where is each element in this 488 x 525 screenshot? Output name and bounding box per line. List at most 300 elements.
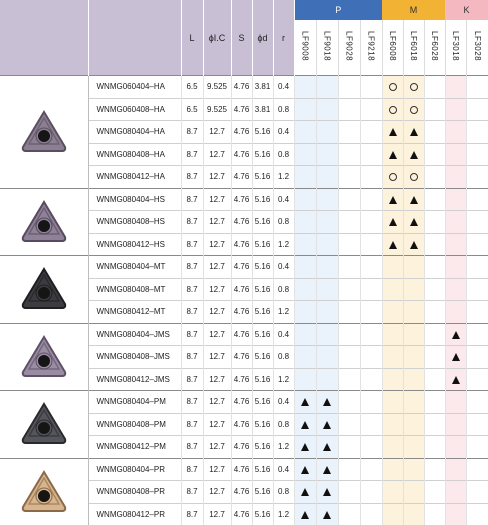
grade-cell [338,143,360,166]
grade-cell [382,143,403,166]
grade-cell [338,211,360,234]
dim-ic-cell: 12.7 [203,233,231,256]
trigon-insert-icon [19,266,69,312]
dim-r-cell: 1.2 [273,503,294,525]
grade-cell [316,121,338,144]
dim-r-cell: 1.2 [273,233,294,256]
grade-cell [466,413,488,436]
recommended-triangle-icon [389,196,397,204]
dim-l-cell: 8.7 [181,121,203,144]
recommended-triangle-icon [452,353,460,361]
grade-cell [360,413,382,436]
grade-cell [403,76,424,99]
dim-d-cell: 5.16 [252,301,273,324]
grade-cell [466,278,488,301]
grade-cell [403,301,424,324]
grade-cell [466,121,488,144]
grade-cell [424,76,445,99]
grade-cell [424,121,445,144]
model-cell: WNMG080404–PR [88,458,181,481]
grade-cell [338,76,360,99]
recommended-triangle-icon [410,196,418,204]
grade-cell [445,166,466,189]
grade-cell [466,166,488,189]
grade-cell [360,436,382,459]
recommended-triangle-icon [323,421,331,429]
grade-cell [294,143,316,166]
model-cell: WNMG080408–JMS [88,346,181,369]
dim-r-cell: 0.8 [273,98,294,121]
dim-s-cell: 4.76 [231,256,252,279]
grade-cell [466,188,488,211]
grade-cell [466,256,488,279]
grade-cell [466,323,488,346]
grade-cell [382,278,403,301]
dim-d-cell: 5.16 [252,233,273,256]
grade-cell [445,121,466,144]
available-circle-icon [389,173,397,181]
grade-cell [382,301,403,324]
dim-ic-cell: 12.7 [203,188,231,211]
grade-cell [338,301,360,324]
grade-cell [445,98,466,121]
dim-s-cell: 4.76 [231,278,252,301]
dim-r-cell: 1.2 [273,301,294,324]
dim-s-cell: 4.76 [231,391,252,414]
grade-cell [466,301,488,324]
dim-d-cell: 5.16 [252,166,273,189]
dim-d-cell: 5.16 [252,256,273,279]
grade-cell [424,233,445,256]
grade-cell [338,481,360,504]
recommended-triangle-icon [323,398,331,406]
grade-cell [403,143,424,166]
grade-cell [424,211,445,234]
available-circle-icon [410,106,418,114]
dim-ic-cell: 9.525 [203,98,231,121]
dim-s-cell: 4.76 [231,98,252,121]
recommended-triangle-icon [323,511,331,519]
dim-d-cell: 5.16 [252,143,273,166]
grade-cell [294,233,316,256]
dim-s-cell: 4.76 [231,211,252,234]
col-s-header: S [231,0,252,76]
grade-cell [294,121,316,144]
recommended-triangle-icon [301,466,309,474]
dim-s-cell: 4.76 [231,301,252,324]
grade-cell [360,233,382,256]
grade-cell [466,98,488,121]
dim-ic-cell: 12.7 [203,346,231,369]
grade-cell [316,278,338,301]
dim-d-cell: 5.16 [252,503,273,525]
grade-cell [360,391,382,414]
grade-cell [360,166,382,189]
dim-s-cell: 4.76 [231,503,252,525]
grade-cell [338,166,360,189]
recommended-triangle-icon [301,443,309,451]
grade-cell [316,211,338,234]
grade-cell [294,166,316,189]
available-circle-icon [410,83,418,91]
grade-cell [294,458,316,481]
grade-cell [316,76,338,99]
grade-cell [382,233,403,256]
model-cell: WNMG080412–MT [88,301,181,324]
grade-cell [403,346,424,369]
dim-s-cell: 4.76 [231,458,252,481]
model-cell: WNMG080408–MT [88,278,181,301]
model-cell: WNMG080412–HA [88,166,181,189]
model-cell: WNMG080408–PR [88,481,181,504]
dim-ic-cell: 12.7 [203,436,231,459]
recommended-triangle-icon [301,511,309,519]
grade-cell [424,323,445,346]
grade-header: LF3028 [466,20,488,76]
grade-cell [360,301,382,324]
grade-header: LF6028 [424,20,445,76]
dim-l-cell: 8.7 [181,188,203,211]
dim-ic-cell: 12.7 [203,391,231,414]
grade-cell [445,143,466,166]
grade-cell [294,98,316,121]
grade-cell [466,233,488,256]
grade-cell [424,166,445,189]
dim-s-cell: 4.76 [231,368,252,391]
grade-cell [403,323,424,346]
dim-l-cell: 8.7 [181,436,203,459]
grade-cell [316,256,338,279]
grade-cell [445,436,466,459]
grade-cell [316,98,338,121]
grade-cell [316,458,338,481]
grade-cell [338,121,360,144]
grade-header: LF9018 [316,20,338,76]
dim-d-cell: 5.16 [252,413,273,436]
grade-cell [445,503,466,525]
grade-cell [382,211,403,234]
grade-cell [338,436,360,459]
model-cell: WNMG060408–HA [88,98,181,121]
grade-cell [403,121,424,144]
grade-cell [424,143,445,166]
grade-cell [403,233,424,256]
grade-cell [382,346,403,369]
grade-cell [466,76,488,99]
available-circle-icon [389,106,397,114]
dim-l-cell: 8.7 [181,143,203,166]
grade-cell [445,368,466,391]
grade-cell [360,211,382,234]
grade-cell [466,368,488,391]
dim-l-cell: 8.7 [181,503,203,525]
grade-cell [424,458,445,481]
dim-l-cell: 8.7 [181,166,203,189]
grade-cell [466,211,488,234]
grade-cell [466,346,488,369]
grade-cell [403,256,424,279]
dim-s-cell: 4.76 [231,346,252,369]
table-row [0,458,488,481]
dim-s-cell: 4.76 [231,481,252,504]
dim-r-cell: 0.8 [273,413,294,436]
recommended-triangle-icon [301,488,309,496]
grade-cell [445,76,466,99]
trigon-insert-icon [19,109,69,155]
dim-s-cell: 4.76 [231,166,252,189]
grade-cell [316,233,338,256]
grade-cell [338,323,360,346]
grade-cell [316,503,338,525]
dim-r-cell: 0.4 [273,256,294,279]
recommended-triangle-icon [301,421,309,429]
grade-cell [294,346,316,369]
dim-l-cell: 8.7 [181,481,203,504]
dim-r-cell: 0.8 [273,481,294,504]
dim-r-cell: 1.2 [273,166,294,189]
dim-l-cell: 8.7 [181,301,203,324]
grade-cell [294,256,316,279]
grade-cell [403,458,424,481]
dim-d-cell: 5.16 [252,121,273,144]
grade-cell [403,436,424,459]
dim-ic-cell: 12.7 [203,278,231,301]
grade-cell [424,346,445,369]
grade-cell [294,188,316,211]
model-cell: WNMG080412–HS [88,233,181,256]
grade-header: LF9008 [294,20,316,76]
grade-cell [316,391,338,414]
grade-cell [294,301,316,324]
dim-l-cell: 6.5 [181,76,203,99]
grade-cell [294,481,316,504]
dim-d-cell: 5.16 [252,346,273,369]
grade-cell [294,436,316,459]
dim-d-cell: 5.16 [252,458,273,481]
dim-d-cell: 5.16 [252,278,273,301]
dim-l-cell: 8.7 [181,323,203,346]
grade-cell [382,368,403,391]
table-row [0,76,488,99]
grade-cell [403,368,424,391]
dim-d-cell: 5.16 [252,436,273,459]
dim-l-cell: 8.7 [181,391,203,414]
grade-cell [360,481,382,504]
dim-r-cell: 1.2 [273,436,294,459]
image-col-header [0,0,88,76]
trigon-insert-icon [19,469,69,515]
grade-cell [294,323,316,346]
grade-cell [424,481,445,504]
recommended-triangle-icon [323,443,331,451]
dim-d-cell: 3.81 [252,76,273,99]
grade-cell [338,458,360,481]
dim-r-cell: 0.4 [273,76,294,99]
dim-l-cell: 8.7 [181,256,203,279]
insert-table-body [0,76,488,525]
grade-cell [403,391,424,414]
col-d-header: ϕd [252,0,273,76]
grade-cell [445,301,466,324]
dim-s-cell: 4.76 [231,143,252,166]
dim-l-cell: 8.7 [181,413,203,436]
grade-cell [424,391,445,414]
grade-cell [360,503,382,525]
grade-cell [360,368,382,391]
col-L-header: L [181,0,203,76]
dim-r-cell: 0.4 [273,188,294,211]
model-cell: WNMG080404–HS [88,188,181,211]
grade-cell [316,323,338,346]
grade-cell [445,481,466,504]
grade-cell [382,481,403,504]
grade-cell [360,278,382,301]
grade-cell [338,503,360,525]
dim-r-cell: 1.2 [273,368,294,391]
dim-ic-cell: 12.7 [203,368,231,391]
grade-cell [403,413,424,436]
grade-cell [294,413,316,436]
grade-cell [445,458,466,481]
dim-s-cell: 4.76 [231,323,252,346]
recommended-triangle-icon [410,151,418,159]
grade-cell [382,391,403,414]
grade-cell [294,211,316,234]
dim-r-cell: 0.4 [273,391,294,414]
dim-r-cell: 0.8 [273,278,294,301]
dim-ic-cell: 12.7 [203,458,231,481]
dim-ic-cell: 12.7 [203,211,231,234]
grade-cell [403,98,424,121]
grade-cell [382,256,403,279]
grade-cell [294,278,316,301]
recommended-triangle-icon [389,218,397,226]
recommended-triangle-icon [410,218,418,226]
grade-cell [445,256,466,279]
dim-ic-cell: 12.7 [203,323,231,346]
table-row [0,256,488,279]
recommended-triangle-icon [323,488,331,496]
grade-cell [382,188,403,211]
grade-cell [360,323,382,346]
grade-cell [338,413,360,436]
grade-cell [424,278,445,301]
table-row [0,391,488,414]
grade-cell [316,301,338,324]
grade-cell [338,346,360,369]
recommended-triangle-icon [452,376,460,384]
dim-s-cell: 4.76 [231,436,252,459]
col-ic-header: ϕI.C [203,0,231,76]
grade-cell [424,436,445,459]
grade-cell [445,413,466,436]
grade-cell [445,323,466,346]
group-k-header: K [445,0,488,20]
dim-d-cell: 5.16 [252,211,273,234]
grade-cell [382,166,403,189]
grade-cell [316,188,338,211]
model-cell: WNMG080404–HA [88,121,181,144]
grade-cell [382,503,403,525]
grade-header: LF9218 [360,20,382,76]
dim-s-cell: 4.76 [231,121,252,144]
grade-cell [403,481,424,504]
grade-cell [316,346,338,369]
grade-cell [316,436,338,459]
model-cell: WNMG080412–PR [88,503,181,525]
available-circle-icon [389,83,397,91]
grade-cell [424,503,445,525]
table-row [0,188,488,211]
model-cell: WNMG080408–HS [88,211,181,234]
grade-cell [445,278,466,301]
grade-cell [445,211,466,234]
grade-cell [445,188,466,211]
dim-l-cell: 8.7 [181,211,203,234]
grade-cell [338,368,360,391]
dim-r-cell: 0.4 [273,458,294,481]
grade-cell [382,458,403,481]
recommended-triangle-icon [410,128,418,136]
insert-image [0,188,88,256]
grade-cell [466,481,488,504]
grade-cell [466,143,488,166]
grade-cell [360,98,382,121]
dim-d-cell: 5.16 [252,368,273,391]
recommended-triangle-icon [301,398,309,406]
insert-image [0,256,88,324]
grade-cell [382,436,403,459]
col-r-header: r [273,0,294,76]
trigon-insert-icon [19,401,69,447]
recommended-triangle-icon [410,241,418,249]
dim-ic-cell: 9.525 [203,76,231,99]
grade-cell [403,211,424,234]
insert-image [0,458,88,525]
dim-s-cell: 4.76 [231,188,252,211]
dim-ic-cell: 12.7 [203,143,231,166]
model-cell: WNMG060404–HA [88,76,181,99]
dim-ic-cell: 12.7 [203,301,231,324]
grade-cell [382,76,403,99]
dim-d-cell: 5.16 [252,323,273,346]
dim-ic-cell: 12.7 [203,413,231,436]
grade-cell [382,98,403,121]
dim-l-cell: 8.7 [181,346,203,369]
grade-cell [294,76,316,99]
dim-ic-cell: 12.7 [203,121,231,144]
dim-d-cell: 5.16 [252,188,273,211]
dim-s-cell: 4.76 [231,233,252,256]
grade-cell [424,413,445,436]
dim-ic-cell: 12.7 [203,256,231,279]
grade-cell [424,368,445,391]
grade-cell [360,121,382,144]
dim-d-cell: 5.16 [252,391,273,414]
dim-l-cell: 8.7 [181,278,203,301]
model-cell: WNMG080408–PM [88,413,181,436]
insert-image [0,76,88,189]
grade-cell [360,76,382,99]
grade-cell [466,436,488,459]
trigon-insert-icon [19,199,69,245]
grade-cell [338,98,360,121]
grade-cell [338,391,360,414]
grade-cell [338,233,360,256]
dim-r-cell: 0.4 [273,323,294,346]
grade-cell [294,503,316,525]
grade-header: LF9028 [338,20,360,76]
